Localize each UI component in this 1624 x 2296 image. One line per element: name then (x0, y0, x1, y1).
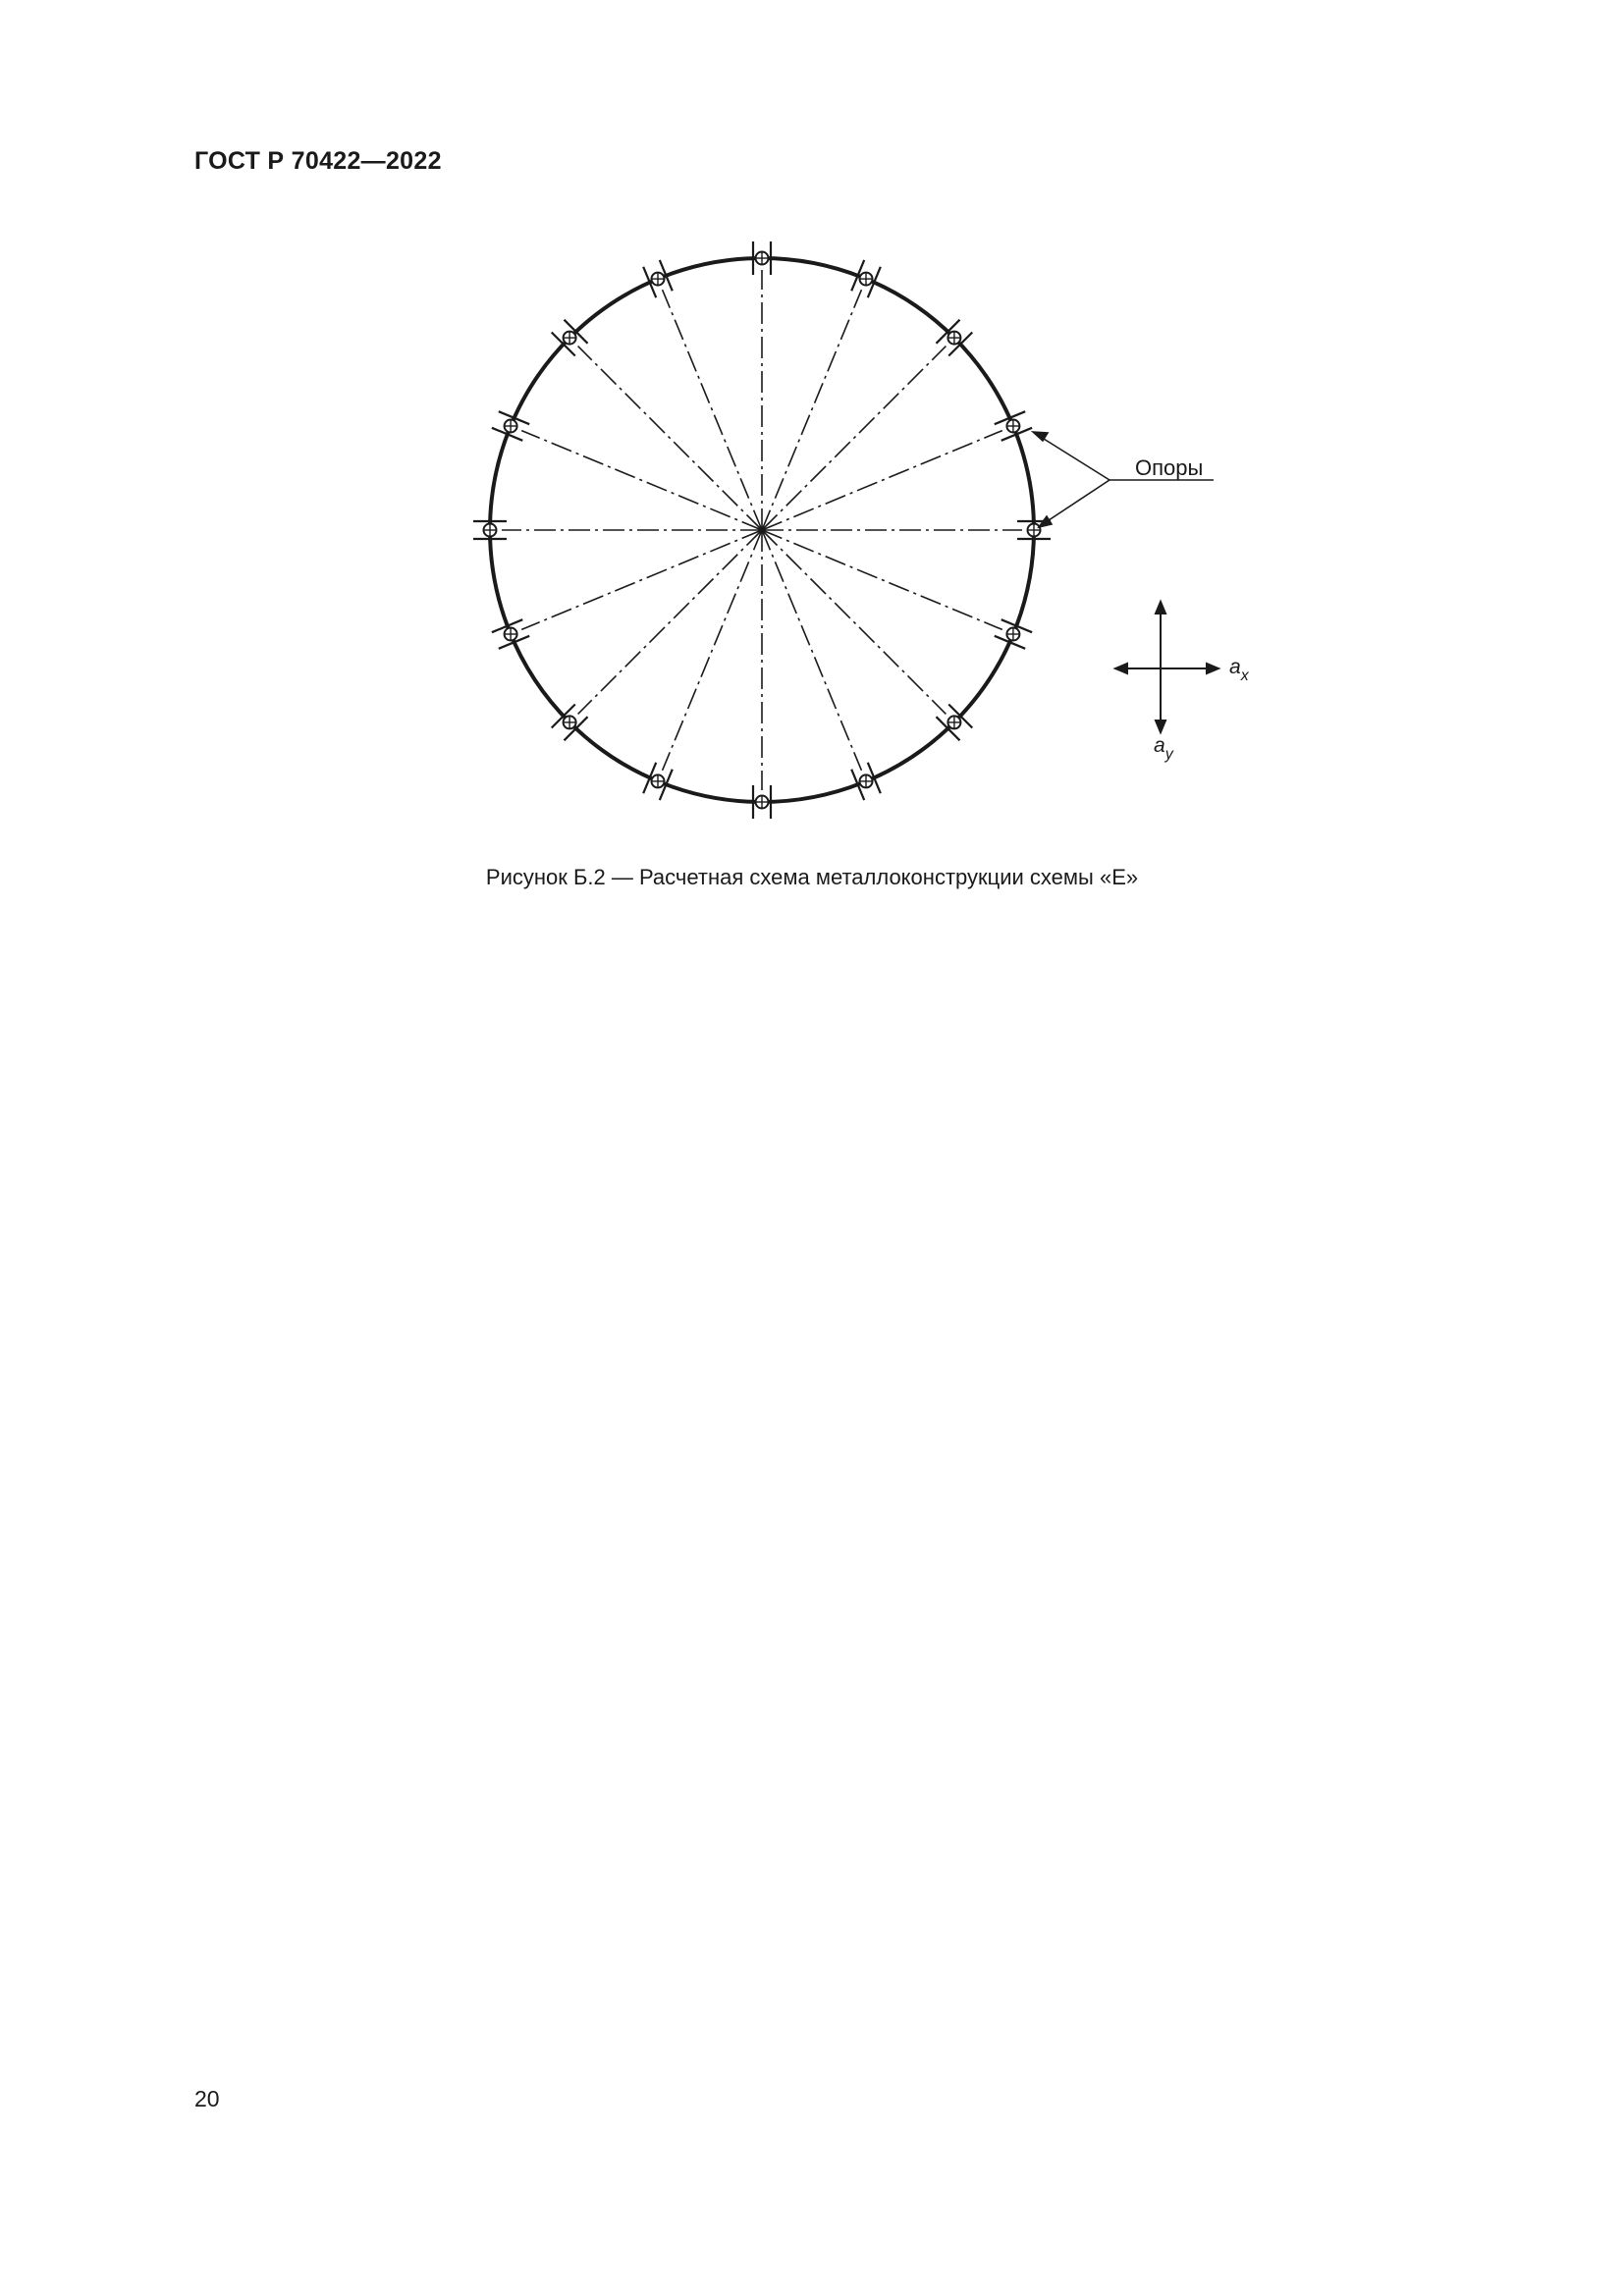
document-header: ГОСТ Р 70422—2022 (194, 147, 442, 175)
arrow-right-icon (1207, 664, 1218, 673)
arrow-down-icon (1156, 721, 1165, 732)
radial-centerline (762, 530, 1002, 629)
support-symbol (492, 411, 529, 441)
figure-caption: Рисунок Б.2 — Расчетная схема металлоконструкции схемы «Е» (485, 865, 1139, 889)
support-symbol (851, 763, 881, 800)
support-symbol (995, 619, 1032, 649)
support-symbol (851, 260, 881, 297)
support-symbol (643, 763, 673, 800)
radial-centerline (762, 431, 1002, 530)
support-symbol (643, 260, 673, 297)
axis-y-label: $a_y$ (1154, 734, 1173, 763)
radial-centerline (762, 290, 861, 530)
axis-x-label: $a_x$ (1229, 656, 1249, 684)
radial-centerline (663, 530, 762, 771)
support-symbol (473, 521, 507, 539)
arrow-left-icon (1115, 664, 1127, 673)
supports-label: Опоры (1135, 455, 1204, 480)
radial-centerline (521, 431, 762, 530)
radial-centerline (663, 290, 762, 530)
support-symbol (995, 411, 1032, 441)
support-symbol (753, 785, 771, 819)
axes-indicator (1115, 602, 1218, 732)
calculation-scheme-figure (0, 0, 1624, 982)
radial-centerline (762, 530, 861, 771)
radial-centerline (762, 530, 946, 714)
page-number: 20 (194, 2086, 220, 2111)
radial-centerline (578, 347, 762, 530)
arrow-up-icon (1156, 602, 1165, 614)
radial-centerline (521, 530, 762, 629)
radial-centerline (578, 530, 762, 714)
support-symbol (492, 619, 529, 649)
radial-centerline (762, 347, 946, 530)
radial-centerlines (502, 270, 1022, 790)
support-symbol (753, 241, 771, 275)
